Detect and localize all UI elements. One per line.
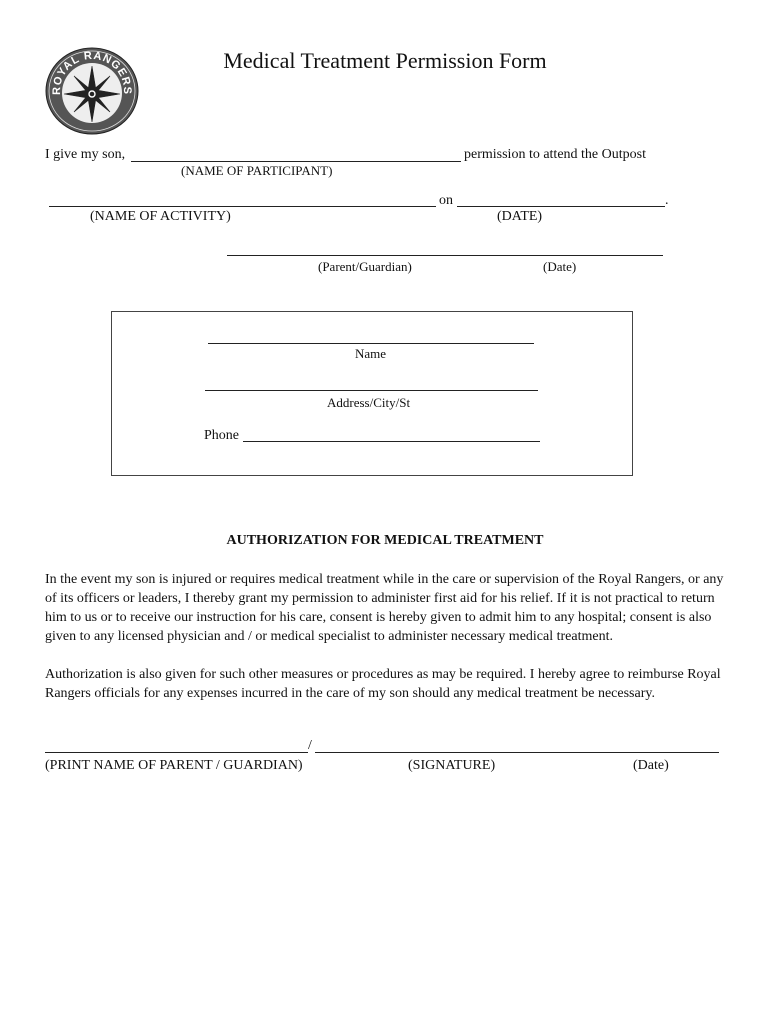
signature-date-label: (Date) — [633, 758, 669, 773]
print-name-label: (PRINT NAME OF PARENT / GUARDIAN) — [45, 758, 303, 773]
contact-phone-field[interactable] — [243, 441, 540, 442]
authorization-heading: AUTHORIZATION FOR MEDICAL TREATMENT — [226, 533, 544, 548]
activity-name-field[interactable] — [49, 206, 436, 207]
parent-signature-date-field[interactable] — [227, 255, 663, 256]
give-permission-suffix: permission to attend the Outpost — [464, 147, 646, 162]
contact-info-box — [111, 311, 633, 476]
activity-name-label: (NAME OF ACTIVITY) — [90, 209, 231, 224]
parent-guardian-label: (Parent/Guardian) — [318, 259, 412, 274]
signature-date-field[interactable] — [315, 752, 719, 753]
signature-label: (SIGNATURE) — [408, 758, 496, 773]
participant-name-field[interactable] — [131, 161, 461, 162]
contact-phone-label: Phone — [204, 428, 239, 443]
on-label: on — [439, 193, 453, 208]
activity-date-label: (DATE) — [497, 209, 543, 224]
print-name-field[interactable] — [45, 752, 308, 753]
page-title: Medical Treatment Permission Form — [223, 48, 547, 73]
period: . — [665, 193, 669, 208]
contact-address-label: Address/City/St — [327, 395, 411, 410]
participant-name-label: (NAME OF PARTICIPANT) — [181, 163, 333, 178]
signature-slash: / — [308, 738, 312, 753]
parent-date-label: (Date) — [543, 259, 577, 274]
authorization-paragraph-2: Authorization is also given for such other measures or procedures as may be required. I hereby agree to reimburse Royal Rangers officials for any expenses incurred in the care of my son should any medical treatment be necessary. — [45, 667, 721, 701]
authorization-paragraph-1: In the event my son is injured or requires medical treatment while in the care or supervision of the Royal Rangers, or any of its officers or leaders, I thereby grant my permission to administer first aid for his relief. If it is not practical to return him to us or to receive our instruction for his care, consent is hereby given to admit him to any hospital; consent is also given to any licensed physician and / or medical specialist to administer necessary medical treatment. — [45, 572, 724, 644]
logo-text: ROYAL RANGERS — [50, 49, 134, 96]
contact-name-label: Name — [355, 346, 387, 361]
contact-name-field[interactable] — [208, 343, 534, 344]
give-permission-prefix: I give my son, — [45, 147, 126, 162]
contact-address-field[interactable] — [205, 390, 538, 391]
activity-date-field[interactable] — [457, 206, 665, 207]
